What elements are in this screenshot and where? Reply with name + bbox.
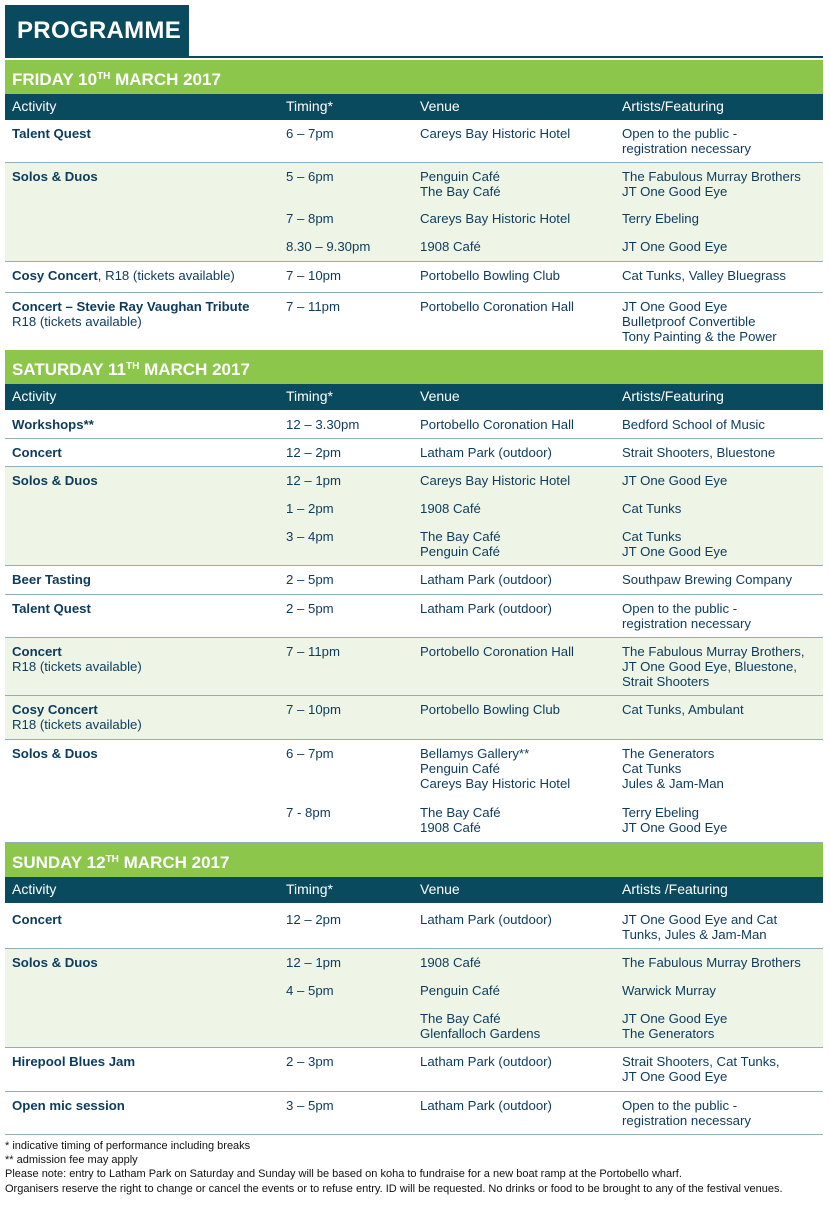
artists-cell: Cat Tunks, Ambulant: [622, 702, 744, 717]
venue-cell: Latham Park (outdoor): [420, 912, 552, 927]
title-divider: [5, 56, 823, 58]
timing-cell: 12 – 1pm: [286, 955, 341, 970]
column-header: Artists/Featuring: [622, 388, 724, 404]
activity-cell: [12, 1098, 282, 1113]
activity-name: Beer Tasting: [12, 572, 91, 587]
table-row: [5, 1092, 823, 1135]
artists-cell: The Fabulous Murray Brothers JT One Good Eye: [622, 169, 801, 199]
page-title: PROGRAMME: [5, 5, 189, 57]
activity-name: Concert: [12, 644, 62, 659]
artists-cell: Strait Shooters, Cat Tunks, JT One Good Eye: [622, 1054, 780, 1084]
day-heading-text: SATURDAY 11: [12, 360, 127, 379]
day-heading: [5, 843, 823, 877]
activity-cell: [12, 268, 282, 283]
table-row: [5, 906, 823, 949]
activity-cell: [12, 1054, 282, 1069]
venue-cell: Latham Park (outdoor): [420, 601, 552, 616]
column-header: Venue: [420, 98, 460, 114]
activity-name: Concert – Stevie Ray Vaughan Tribute: [12, 299, 250, 314]
artists-cell: JT One Good Eye: [622, 473, 728, 488]
footnote: Please note: entry to Latham Park on Saturday and Sunday will be based on koha to fundraise for a new boat ramp at the Portobello wharf.: [5, 1168, 682, 1181]
timing-cell: 5 – 6pm: [286, 169, 334, 184]
day-heading-suffix: TH: [126, 361, 140, 372]
venue-cell: Careys Bay Historic Hotel: [420, 126, 571, 141]
table-row: [5, 595, 823, 638]
footnotes: [5, 1139, 823, 1196]
activity-name: Hirepool Blues Jam: [12, 1054, 136, 1069]
activity-cell: [12, 955, 282, 970]
table-row: [5, 411, 823, 439]
timing-cell: 7 – 11pm: [286, 299, 341, 314]
artists-cell: Strait Shooters, Bluestone: [622, 445, 776, 460]
footnote: * indicative timing of performance including breaks: [5, 1140, 251, 1152]
timing-cell: 7 – 8pm: [286, 211, 334, 226]
timing-cell: 12 – 3.30pm: [286, 417, 360, 432]
timing-cell: 7 – 10pm: [286, 702, 341, 717]
footnote: ** admission fee may apply: [5, 1154, 138, 1167]
column-headers: [5, 384, 823, 410]
artists-cell: JT One Good Eye Bulletproof Convertible Tony Painting & the Power: [622, 299, 777, 344]
artists-cell: Southpaw Brewing Company: [622, 572, 793, 587]
table-row: [5, 163, 823, 262]
venue-cell: Latham Park (outdoor): [420, 1098, 552, 1113]
artists-cell: JT One Good Eye and Cat Tunks, Jules & Jam-Man: [622, 912, 778, 942]
venue-cell: Latham Park (outdoor): [420, 445, 552, 460]
activity-name: Open mic session: [12, 1098, 125, 1113]
timing-cell: 7 - 8pm: [286, 805, 331, 820]
venue-cell: Portobello Coronation Hall: [420, 299, 574, 314]
timing-cell: 1 – 2pm: [286, 501, 334, 516]
venue-cell: Penguin Café The Bay Café: [420, 169, 501, 199]
activity-name: Workshops**: [12, 417, 94, 432]
venue-cell: Latham Park (outdoor): [420, 572, 552, 587]
artists-cell: Open to the public - registration necessary: [622, 1098, 752, 1128]
activity-cell: [12, 746, 282, 761]
artists-cell: Open to the public - registration necessary: [622, 601, 752, 631]
day-heading-text: MARCH 2017: [139, 360, 250, 379]
table-row: [5, 696, 823, 740]
artists-cell: Cat Tunks: [622, 501, 682, 516]
column-header: Timing*: [286, 98, 333, 114]
venue-cell: Careys Bay Historic Hotel: [420, 473, 571, 488]
timing-cell: 12 – 1pm: [286, 473, 341, 488]
artists-cell: The Generators Cat Tunks Jules & Jam-Man: [622, 746, 724, 791]
venue-cell: Careys Bay Historic Hotel: [420, 211, 571, 226]
column-header: Activity: [12, 98, 57, 114]
day-heading-suffix: TH: [105, 854, 119, 865]
timing-cell: 2 – 5pm: [286, 601, 334, 616]
table-row: [5, 1048, 823, 1092]
activity-note: , R18 (tickets available): [97, 268, 235, 283]
activity-cell: [12, 473, 282, 488]
table-row: [5, 740, 823, 843]
artists-cell: Bedford School of Music: [622, 417, 765, 432]
activity-name: Concert: [12, 912, 62, 927]
table-row: [5, 467, 823, 566]
activity-cell: [12, 572, 282, 587]
activity-note: R18 (tickets available): [12, 717, 142, 732]
activity-cell: [12, 126, 282, 141]
activity-name: Solos & Duos: [12, 169, 98, 184]
venue-cell: Portobello Coronation Hall: [420, 417, 574, 432]
venue-cell: The Bay Café Penguin Café: [420, 529, 501, 559]
timing-cell: 2 – 3pm: [286, 1054, 334, 1069]
column-headers: [5, 94, 823, 120]
activity-name: Talent Quest: [12, 126, 91, 141]
column-header: Venue: [420, 388, 460, 404]
timing-cell: 3 – 4pm: [286, 529, 334, 544]
table-row: [5, 439, 823, 467]
activity-cell: [12, 417, 282, 432]
venue-cell: The Bay Café Glenfalloch Gardens: [420, 1011, 541, 1041]
column-header: Artists /Featuring: [622, 881, 728, 897]
activity-cell: [12, 601, 282, 616]
table-row: [5, 120, 823, 163]
artists-cell: Cat Tunks, Valley Bluegrass: [622, 268, 786, 283]
venue-cell: The Bay Café 1908 Café: [420, 805, 501, 835]
activity-cell: [12, 445, 282, 460]
column-header: Activity: [12, 881, 57, 897]
column-header: Activity: [12, 388, 57, 404]
venue-cell: 1908 Café: [420, 955, 481, 970]
activity-cell: [12, 912, 282, 927]
table-row: [5, 262, 823, 293]
activity-name: Solos & Duos: [12, 955, 98, 970]
venue-cell: Portobello Bowling Club: [420, 268, 561, 283]
day-heading-suffix: TH: [97, 71, 111, 82]
artists-cell: Terry Ebeling: [622, 211, 699, 226]
activity-name: Cosy Concert: [12, 702, 98, 717]
activity-note: R18 (tickets available): [12, 314, 142, 329]
artists-cell: Cat Tunks JT One Good Eye: [622, 529, 728, 559]
timing-cell: 7 – 11pm: [286, 644, 341, 659]
day-heading: [5, 350, 823, 384]
venue-cell: Portobello Coronation Hall: [420, 644, 574, 659]
table-row: [5, 949, 823, 1048]
activity-name: Solos & Duos: [12, 746, 98, 761]
timing-cell: 12 – 2pm: [286, 445, 341, 460]
timing-cell: 6 – 7pm: [286, 746, 334, 761]
activity-name: Cosy Concert: [12, 268, 98, 283]
activity-cell: [12, 169, 282, 184]
day-heading: [5, 60, 823, 94]
artists-cell: The Fabulous Murray Brothers: [622, 955, 801, 970]
day-heading-text: FRIDAY 10: [12, 70, 98, 89]
timing-cell: 3 – 5pm: [286, 1098, 334, 1113]
venue-cell: Penguin Café: [420, 983, 500, 998]
venue-cell: Latham Park (outdoor): [420, 1054, 552, 1069]
venue-cell: 1908 Café: [420, 501, 481, 516]
table-row: [5, 566, 823, 595]
activity-cell: [12, 702, 282, 732]
column-header: Venue: [420, 881, 460, 897]
timing-cell: 2 – 5pm: [286, 572, 334, 587]
timing-cell: 12 – 2pm: [286, 912, 341, 927]
artists-cell: JT One Good Eye The Generators: [622, 1011, 728, 1041]
activity-cell: [12, 299, 282, 329]
activity-note: R18 (tickets available): [12, 659, 142, 674]
timing-cell: 6 – 7pm: [286, 126, 334, 141]
timing-cell: 7 – 10pm: [286, 268, 341, 283]
day-heading-text: SUNDAY 12: [12, 853, 106, 872]
activity-name: Solos & Duos: [12, 473, 98, 488]
day-heading-text: MARCH 2017: [118, 853, 230, 872]
timing-cell: 4 – 5pm: [286, 983, 334, 998]
venue-cell: Portobello Bowling Club: [420, 702, 561, 717]
activity-name: Talent Quest: [12, 601, 91, 616]
footnote: Organisers reserve the right to change or cancel the events or to refuse entry. ID will be requested. No drinks or food to be brought to any of the festival venues.: [5, 1182, 783, 1195]
column-header: Artists/Featuring: [622, 98, 724, 114]
artists-cell: Terry Ebeling JT One Good Eye: [622, 805, 728, 835]
artists-cell: Open to the public - registration necessary: [622, 126, 752, 156]
column-header: Timing*: [286, 881, 333, 897]
timing-cell: 8.30 – 9.30pm: [286, 239, 371, 254]
venue-cell: 1908 Café: [420, 239, 481, 254]
column-headers: [5, 877, 823, 903]
venue-cell: Bellamys Gallery** Penguin Café Careys Bay Historic Hotel: [420, 746, 571, 791]
table-row: [5, 638, 823, 696]
artists-cell: The Fabulous Murray Brothers, JT One Good Eye, Bluestone, Strait Shooters: [622, 644, 805, 689]
column-header: Timing*: [286, 388, 333, 404]
activity-name: Concert: [12, 445, 62, 460]
table-row: [5, 293, 823, 351]
activity-cell: [12, 644, 282, 674]
artists-cell: JT One Good Eye: [622, 239, 728, 254]
artists-cell: Warwick Murray: [622, 983, 717, 998]
day-heading-text: MARCH 2017: [110, 70, 221, 89]
